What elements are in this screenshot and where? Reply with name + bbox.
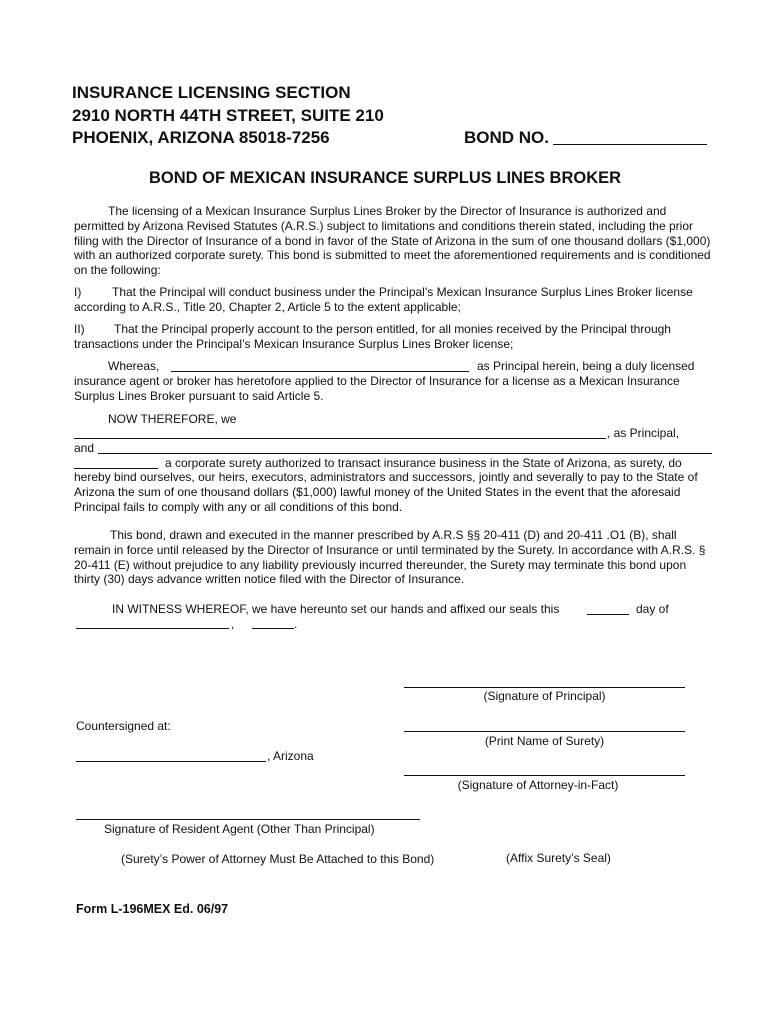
power-of-attorney-note: (Surety’s Power of Attorney Must Be Attached to this Bond) bbox=[121, 852, 435, 866]
witness-year-field[interactable] bbox=[252, 628, 294, 629]
witness-month-field[interactable] bbox=[76, 628, 229, 629]
principal-signature-line[interactable] bbox=[404, 687, 685, 688]
drawn-paragraph: This bond, drawn and executed in the manner prescribed by A.R.S §§ 20-411 (D) and 20-411 .O1 (B), shall remain in force until released by the Director of Insurance or until terminated by the Surety. In accordance with A.R.S. § 20-411 (E) without prejudice to any liability previously incurred thereunder, the Surety may terminate this bond upon thirty (30) days advance written notice filed with the Director of Insurance. bbox=[74, 528, 706, 587]
principal-signature-label: (Signature of Principal) bbox=[483, 689, 606, 703]
surety-print-name-line[interactable] bbox=[404, 731, 685, 732]
condition-1-number: I) bbox=[74, 285, 82, 299]
resident-agent-label: Signature of Resident Agent (Other Than Principal) bbox=[104, 822, 375, 836]
surety-name-field[interactable] bbox=[98, 453, 712, 454]
and-label: and bbox=[74, 441, 95, 455]
whereas-rest: insurance agent or broker has heretofore applied to the Director of Insurance for a license as a Mexican Insurance Surplus Lines Broker pursuant to said Article 5. bbox=[74, 374, 680, 403]
condition-2-text: That the Principal properly account to the person entitled, for all monies received by the Principal through transactions under the Principal’s Mexican Insurance Surplus Lines Broker license; bbox=[74, 322, 671, 351]
agency-city: PHOENIX, ARIZONA 85018-7256 bbox=[72, 128, 330, 147]
principal-full-name-field[interactable] bbox=[74, 438, 606, 439]
witness-day-field[interactable] bbox=[587, 614, 629, 615]
arizona-label: , Arizona bbox=[267, 749, 314, 763]
agency-name: INSURANCE LICENSING SECTION bbox=[72, 83, 351, 102]
whereas-lead: Whereas, bbox=[108, 359, 160, 373]
surety-name-field-cont[interactable] bbox=[74, 468, 158, 469]
witness-lead: IN WITNESS WHEREOF, we have hereunto set our hands and affixed our seals this bbox=[112, 602, 560, 616]
now-therefore-rest: hereby bind ourselves, our heirs, executors, administrators and successors, jointly and severally to pay to the State of Arizona the sum of one thousand dollars ($1,000) lawful money of the United States in the event that the aforesaid Principal fails to comply with any or all conditions of this bond. bbox=[74, 470, 698, 514]
agency-street: 2910 NORTH 44TH STREET, SUITE 210 bbox=[72, 106, 384, 125]
witness-day-of: day of bbox=[636, 602, 669, 616]
as-principal-label: , as Principal, bbox=[607, 426, 680, 440]
condition-1 bbox=[74, 285, 712, 315]
now-therefore-lead: NOW THEREFORE, we bbox=[108, 412, 237, 426]
whereas-after-blank: as Principal herein, being a duly licensed bbox=[477, 359, 695, 373]
countersigned-location-field[interactable] bbox=[76, 761, 266, 762]
condition-2-number: II) bbox=[74, 322, 85, 336]
resident-agent-signature-line[interactable] bbox=[76, 819, 420, 820]
surety-after-blank: a corporate surety authorized to transact insurance business in the State of Arizona, as surety, do bbox=[165, 456, 682, 470]
surety-print-name-label: (Print Name of Surety) bbox=[484, 734, 605, 748]
attorney-signature-line[interactable] bbox=[404, 775, 685, 776]
witness-period: . bbox=[294, 617, 298, 631]
principal-name-field[interactable] bbox=[171, 371, 469, 372]
condition-1-text: That the Principal will conduct business under the Principal’s Mexican Insurance Surplus Lines Broker license according to A.R.S., Title 20, Chapter 2, Article 5 to the extent applicable; bbox=[74, 285, 693, 314]
condition-2 bbox=[74, 322, 712, 352]
intro-paragraph: The licensing of a Mexican Insurance Surplus Lines Broker by the Director of Insurance is authorized and permitted by Arizona Revised Statutes (A.R.S.) subject to limitations and conditions therein stated, including the prior filing with the Director of Insurance of a bond in favor of the State of Arizona in the sum of one thousand dollars ($1,000) with an authorized corporate surety. This bond is submitted to meet the aforementioned requirements and is conditioned on the following: bbox=[74, 204, 711, 278]
surety-seal-note: (Affix Surety’s Seal) bbox=[506, 851, 611, 865]
countersigned-label: Countersigned at: bbox=[76, 719, 171, 733]
attorney-signature-label: (Signature of Attorney-in-Fact) bbox=[457, 778, 619, 792]
document-title: BOND OF MEXICAN INSURANCE SURPLUS LINES BROKER bbox=[148, 169, 622, 187]
bond-no-label: BOND NO. bbox=[464, 128, 549, 147]
form-identifier: Form L-196MEX Ed. 06/97 bbox=[76, 902, 229, 916]
witness-comma: , bbox=[231, 617, 235, 631]
bond-no-field[interactable] bbox=[553, 144, 707, 145]
